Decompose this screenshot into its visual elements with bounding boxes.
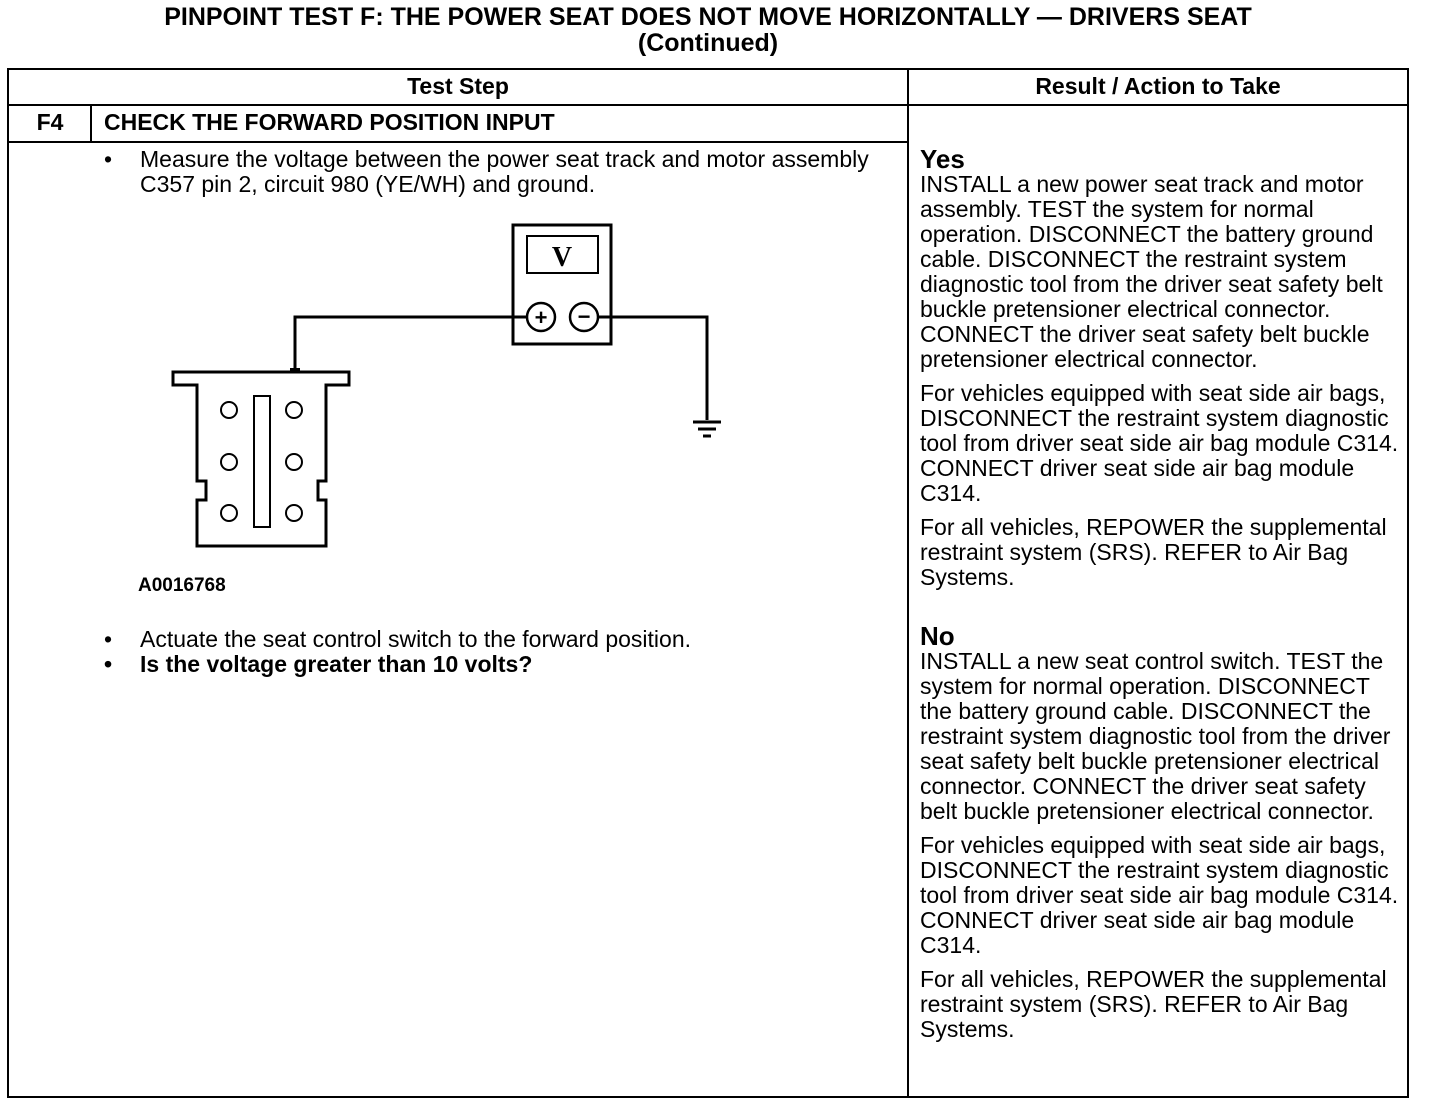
result-no-repower: For all vehicles, REPOWER the supplemental restraint system (SRS). REFER to Air Bag Systems.	[920, 966, 1387, 1042]
title-line-1: PINPOINT TEST F: THE POWER SEAT DOES NOT MOVE HORIZONTALLY — DRIVERS SEAT	[164, 3, 1252, 31]
result-yes-side-airbag: For vehicles equipped with seat side air bags, DISCONNECT the restraint system diagnostic tool from driver seat side air bag module C314. CONNECT driver seat side air bag module C314.	[920, 380, 1399, 506]
instruction-question: Is the voltage greater than 10 volts?	[140, 651, 533, 677]
positive-lead	[295, 317, 527, 372]
bullet: •	[104, 651, 113, 677]
table-right-border	[1407, 68, 1409, 1098]
result-yes-label: Yes	[920, 144, 965, 174]
connector-c357	[173, 372, 349, 546]
result-no-action: INSTALL a new seat control switch. TEST the system for normal operation. DISCONNECT the battery ground cable. DISCONNECT the restraint system diagnostic tool from the driver seat safety belt buckle pretensioner electrical connector. CONNECT the driver seat safety belt buckle pretensioner electrical connector.	[920, 648, 1391, 824]
header-test-step: Test Step	[407, 73, 509, 99]
connector-pin	[286, 454, 302, 470]
instruction-text: Measure the voltage between the power seat track and motor assembly C357 pin 2, circuit 980 (YE/WH) and ground.	[140, 146, 869, 197]
result-no	[920, 623, 1404, 1042]
minus-terminal-sign: −	[577, 304, 591, 329]
voltmeter-symbol: V	[551, 242, 573, 273]
connector-pin	[221, 402, 237, 418]
voltmeter	[513, 225, 611, 344]
instruction-text: Actuate the seat control switch to the forward position.	[140, 626, 692, 652]
column-divider	[907, 68, 909, 1098]
result-yes-repower: For all vehicles, REPOWER the supplemental restraint system (SRS). REFER to Air Bag Systems.	[920, 514, 1387, 590]
result-yes	[920, 146, 1404, 590]
result-no-label: No	[920, 621, 955, 651]
header-result-action: Result / Action to Take	[1035, 73, 1281, 99]
test-leads	[290, 317, 707, 420]
ground-symbol	[693, 422, 721, 436]
connector-center-rib	[254, 396, 270, 527]
connector-voltage-diagram	[0, 0, 905, 620]
result-yes-action: INSTALL a new power seat track and motor assembly. TEST the system for normal operation. DISCONNECT the battery ground cable. DISCONNECT the restraint system diagnostic tool from the driver seat safety belt buckle pretensioner electrical connector. CONNECT the driver seat safety belt buckle pretensioner electrical connector.	[920, 171, 1383, 372]
negative-lead	[598, 317, 707, 420]
connector-pin	[286, 505, 302, 521]
figure-label: A0016768	[138, 575, 226, 596]
connector-pin-2	[286, 402, 302, 418]
title-line-2: (Continued)	[637, 29, 779, 57]
result-no-side-airbag: For vehicles equipped with seat side air bags, DISCONNECT the restraint system diagnostic tool from driver seat side air bag module C314. CONNECT driver seat side air bag module C314.	[920, 832, 1399, 958]
step-id: F4	[36, 109, 64, 135]
bullet: •	[104, 146, 113, 172]
plus-terminal-sign: +	[534, 305, 548, 330]
connector-pin	[221, 505, 237, 521]
table-bottom-border	[7, 1096, 1409, 1098]
bullet: •	[104, 626, 113, 652]
connector-pin	[221, 454, 237, 470]
step-title: CHECK THE FORWARD POSITION INPUT	[104, 109, 555, 135]
